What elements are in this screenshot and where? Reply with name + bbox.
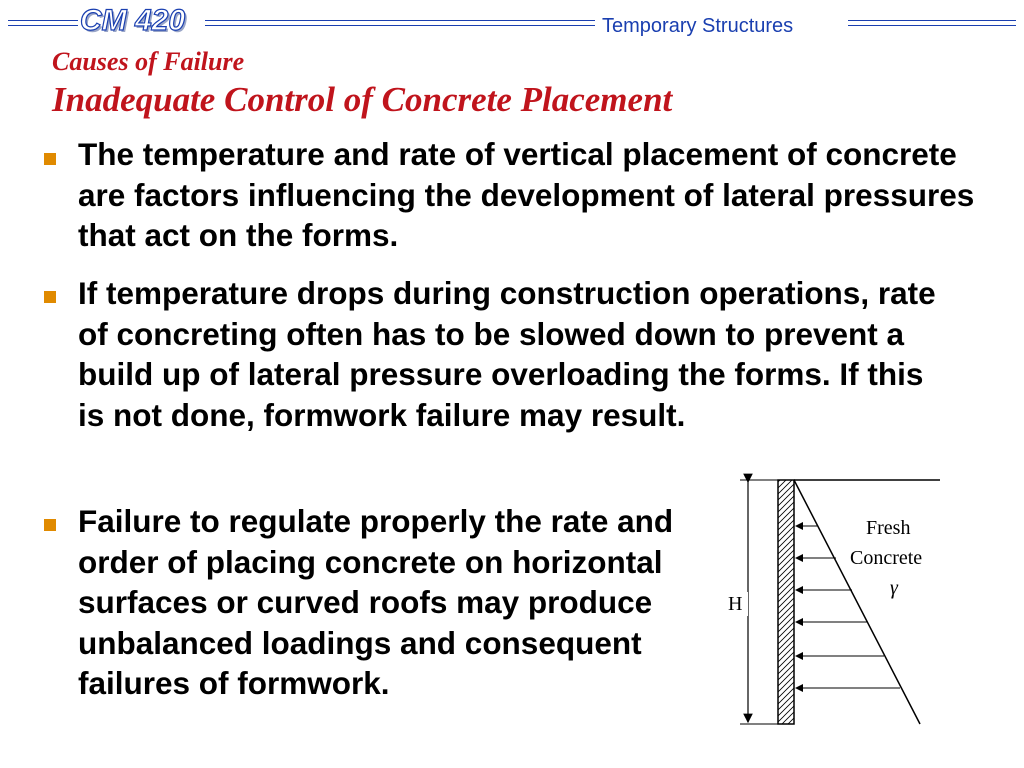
bullet-text-2: If temperature drops during construction operations, rate of concreting often has to be slowed down to prevent a build up of lateral pressure overloading the forms. If this is not done, formwork failure may result. [78,275,936,433]
lateral-pressure-diagram [700,470,960,740]
bullet-marker [44,291,56,303]
slide-subtitle: Causes of Failure [52,47,245,76]
course-name: Temporary Structures [602,15,794,37]
header-rule-left [8,20,78,26]
bullet-marker [44,519,56,531]
unit-weight-symbol: γ [890,577,898,599]
formwork-wall [778,480,794,724]
bullet-marker [44,153,56,165]
bullet-text-1: The temperature and rate of vertical placement of concrete are factors influencing the development of lateral pressures that act on the forms. [78,136,975,253]
bullet-text-3: Failure to regulate properly the rate and order of placing concrete on horizontal surfaces or curved roofs may produce unbalanced loadings and consequent failures of formwork. [78,503,674,701]
slide-title: Inadequate Control of Concrete Placement [52,80,673,119]
height-label: H [728,593,743,615]
header-rule-middle [205,20,595,26]
concrete-label: Concrete [850,547,923,569]
fresh-label: Fresh [866,517,911,539]
course-code: CM 420 [80,4,186,37]
header-rule-right [848,20,1016,26]
